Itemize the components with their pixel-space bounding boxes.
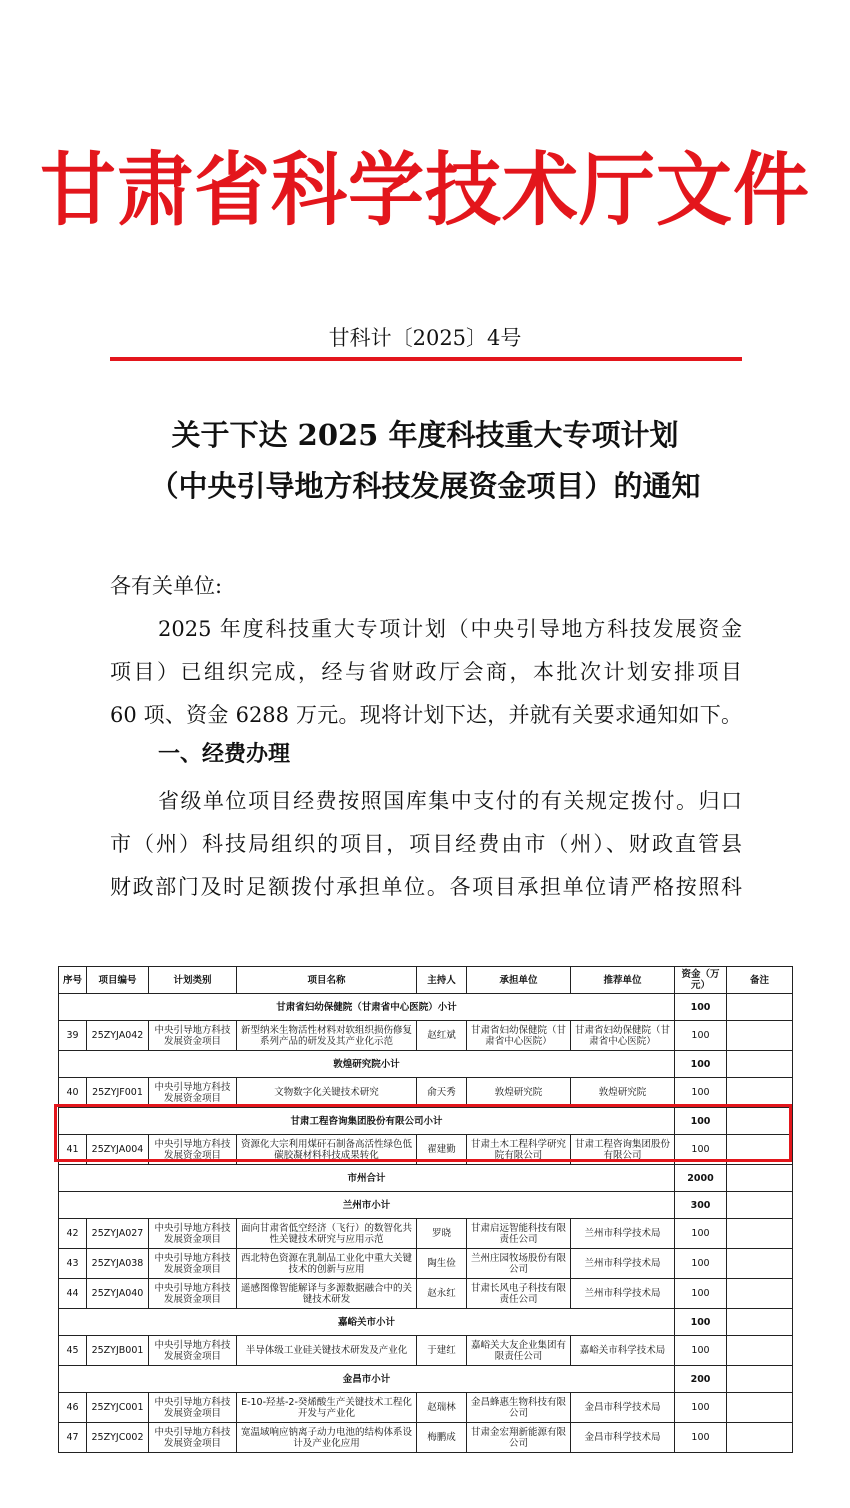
remark-cell [727, 994, 793, 1021]
project-code: 25ZYJF001 [87, 1078, 149, 1108]
col-header: 承担单位 [467, 967, 571, 994]
project-name: 文物数字化关键技术研究 [237, 1078, 417, 1108]
subtotal-label: 金昌市小计 [59, 1366, 675, 1393]
col-header: 推荐单位 [571, 967, 675, 994]
subtotal-label: 甘肃省妇幼保健院（甘肃省中心医院）小计 [59, 994, 675, 1021]
subtotal-label: 市州合计 [59, 1165, 675, 1192]
col-header: 主持人 [417, 967, 467, 994]
project-leader: 陶生俭 [417, 1249, 467, 1279]
subtotal-row [59, 1192, 793, 1219]
project-name: 遥感图像智能解译与多源数据融合中的关键技术研发 [237, 1279, 417, 1309]
subtotal-row [59, 1366, 793, 1393]
undertaking-unit: 甘肃土木工程科学研究院有限公司 [467, 1135, 571, 1165]
plan-category: 中央引导地方科技发展资金项目 [149, 1021, 237, 1051]
undertaking-unit: 兰州庄园牧场股份有限公司 [467, 1249, 571, 1279]
notice-title-line2: （中央引导地方科技发展资金项目）的通知 [149, 469, 701, 503]
amount-cell: 200 [675, 1366, 727, 1393]
subtotal-row [59, 1051, 793, 1078]
row-number: 47 [59, 1423, 87, 1453]
amount-cell: 100 [675, 1393, 727, 1423]
col-header: 序号 [59, 967, 87, 994]
project-leader: 赵永红 [417, 1279, 467, 1309]
table-row [59, 1393, 793, 1423]
para2-line: 财政部门及时足额拨付承担单位。各项目承担单位请严格按照科 [110, 875, 742, 899]
undertaking-unit: 甘肃省妇幼保健院（甘肃省中心医院） [467, 1021, 571, 1051]
para1-line: 项目）已组织完成，经与省财政厅会商，本批次计划安排项目 [110, 660, 742, 684]
amount-cell: 100 [675, 994, 727, 1021]
project-name: 半导体级工业硅关键技术研发及产业化 [237, 1336, 417, 1366]
salutation: 各有关单位: [110, 574, 223, 598]
amount-cell: 100 [675, 1021, 727, 1051]
amount-cell: 100 [675, 1108, 727, 1135]
amount-cell: 100 [675, 1219, 727, 1249]
undertaking-unit: 金昌蜂惠生物科技有限公司 [467, 1393, 571, 1423]
remark-cell [727, 1393, 793, 1423]
recommending-unit: 兰州市科学技术局 [571, 1249, 675, 1279]
project-name: E-10-羟基-2-癸烯酸生产关键技术工程化开发与产业化 [237, 1393, 417, 1423]
plan-category: 中央引导地方科技发展资金项目 [149, 1078, 237, 1108]
table-row [59, 1219, 793, 1249]
row-number: 45 [59, 1336, 87, 1366]
project-code: 25ZYJB001 [87, 1336, 149, 1366]
subtotal-label: 敦煌研究院小计 [59, 1051, 675, 1078]
undertaking-unit: 敦煌研究院 [467, 1078, 571, 1108]
subtotal-label: 甘肃工程咨询集团股份有限公司小计 [59, 1108, 675, 1135]
plan-category: 中央引导地方科技发展资金项目 [149, 1393, 237, 1423]
project-leader: 于建红 [417, 1336, 467, 1366]
project-code: 25ZYJC001 [87, 1393, 149, 1423]
amount-cell: 100 [675, 1051, 727, 1078]
project-name: 资源化大宗利用煤矸石制备高活性绿色低碳胶凝材料科技成果转化 [237, 1135, 417, 1165]
notice-title-line1: 关于下达 2025 年度科技重大专项计划 [171, 418, 679, 452]
recommending-unit: 甘肃省妇幼保健院（甘肃省中心医院） [571, 1021, 675, 1051]
table-row [59, 1249, 793, 1279]
recommending-unit: 兰州市科学技术局 [571, 1279, 675, 1309]
plan-category: 中央引导地方科技发展资金项目 [149, 1219, 237, 1249]
project-code: 25ZYJA042 [87, 1021, 149, 1051]
para2-line: 省级单位项目经费按照国库集中支付的有关规定拨付。归口 [158, 789, 742, 813]
subtotal-row [59, 1165, 793, 1192]
undertaking-unit: 嘉峪关大友企业集团有限责任公司 [467, 1336, 571, 1366]
subtotal-row [59, 1309, 793, 1336]
table-row [59, 1021, 793, 1051]
row-number: 40 [59, 1078, 87, 1108]
project-leader: 罗晓 [417, 1219, 467, 1249]
project-name: 宽温域响应钠离子动力电池的结构体系设计及产业化应用 [237, 1423, 417, 1453]
amount-cell: 100 [675, 1135, 727, 1165]
plan-category: 中央引导地方科技发展资金项目 [149, 1423, 237, 1453]
red-divider [110, 357, 742, 361]
plan-category: 中央引导地方科技发展资金项目 [149, 1336, 237, 1366]
remark-cell [727, 1219, 793, 1249]
recommending-unit: 兰州市科学技术局 [571, 1219, 675, 1249]
remark-cell [727, 1078, 793, 1108]
amount-cell: 100 [675, 1309, 727, 1336]
row-number: 43 [59, 1249, 87, 1279]
document-header-title: 甘肃省科学技术厅文件 [40, 142, 810, 237]
project-name: 面向甘肃省低空经济（飞行）的数智化共性关键技术研究与应用示范 [237, 1219, 417, 1249]
para2-line: 市（州）科技局组织的项目，项目经费由市（州）、财政直管县 [110, 832, 742, 856]
recommending-unit: 金昌市科学技术局 [571, 1423, 675, 1453]
project-code: 25ZYJA040 [87, 1279, 149, 1309]
project-leader: 俞天秀 [417, 1078, 467, 1108]
remark-cell [727, 1051, 793, 1078]
amount-cell: 100 [675, 1423, 727, 1453]
table-row [59, 1336, 793, 1366]
project-table [58, 966, 792, 1453]
undertaking-unit: 甘肃金宏翔新能源有限公司 [467, 1423, 571, 1453]
project-leader: 赵红斌 [417, 1021, 467, 1051]
project-code: 25ZYJA027 [87, 1219, 149, 1249]
col-header: 备注 [727, 967, 793, 994]
col-header: 项目名称 [237, 967, 417, 994]
row-number: 41 [59, 1135, 87, 1165]
para1-line: 60 项、资金 6288 万元。现将计划下达，并就有关要求通知如下。 [110, 703, 742, 727]
document-number: 甘科计〔2025〕4号 [328, 326, 522, 350]
project-leader: 赵瑞林 [417, 1393, 467, 1423]
amount-cell: 100 [675, 1279, 727, 1309]
row-number: 44 [59, 1279, 87, 1309]
highlight-box [54, 1104, 792, 1162]
col-header: 项目编号 [87, 967, 149, 994]
amount-cell: 300 [675, 1192, 727, 1219]
table-row [59, 1423, 793, 1453]
plan-category: 中央引导地方科技发展资金项目 [149, 1249, 237, 1279]
table-row [59, 1279, 793, 1309]
amount-cell: 100 [675, 1078, 727, 1108]
undertaking-unit: 甘肃长风电子科技有限责任公司 [467, 1279, 571, 1309]
recommending-unit: 甘肃工程咨询集团股份有限公司 [571, 1135, 675, 1165]
remark-cell [727, 1309, 793, 1336]
amount-cell: 2000 [675, 1165, 727, 1192]
recommending-unit: 敦煌研究院 [571, 1078, 675, 1108]
para1-line: 2025 年度科技重大专项计划（中央引导地方科技发展资金 [158, 617, 742, 641]
subtotal-label: 兰州市小计 [59, 1192, 675, 1219]
project-leader: 梅鹏成 [417, 1423, 467, 1453]
project-leader: 翟建勤 [417, 1135, 467, 1165]
remark-cell [727, 1249, 793, 1279]
project-name: 西北特色资源在乳制品工业化中重大关键技术的创新与应用 [237, 1249, 417, 1279]
table-row [59, 1078, 793, 1108]
recommending-unit: 金昌市科学技术局 [571, 1393, 675, 1423]
recommending-unit: 嘉峪关市科学技术局 [571, 1336, 675, 1366]
col-header: 资金（万元） [675, 967, 727, 994]
remark-cell [727, 1165, 793, 1192]
project-code: 25ZYJA004 [87, 1135, 149, 1165]
remark-cell [727, 1192, 793, 1219]
amount-cell: 100 [675, 1336, 727, 1366]
row-number: 42 [59, 1219, 87, 1249]
project-code: 25ZYJA038 [87, 1249, 149, 1279]
project-code: 25ZYJC002 [87, 1423, 149, 1453]
col-header: 计划类别 [149, 967, 237, 994]
plan-category: 中央引导地方科技发展资金项目 [149, 1279, 237, 1309]
remark-cell [727, 1366, 793, 1393]
section-heading: 一、经费办理 [158, 742, 291, 767]
remark-cell [727, 1021, 793, 1051]
row-number: 46 [59, 1393, 87, 1423]
plan-category: 中央引导地方科技发展资金项目 [149, 1135, 237, 1165]
row-number: 39 [59, 1021, 87, 1051]
project-name: 新型纳米生物活性材料对软组织损伤修复系列产品的研发及其产业化示范 [237, 1021, 417, 1051]
remark-cell [727, 1279, 793, 1309]
amount-cell: 100 [675, 1249, 727, 1279]
undertaking-unit: 甘肃启远智能科技有限责任公司 [467, 1219, 571, 1249]
remark-cell [727, 1423, 793, 1453]
subtotal-label: 嘉峪关市小计 [59, 1309, 675, 1336]
subtotal-row [59, 994, 793, 1021]
remark-cell [727, 1336, 793, 1366]
